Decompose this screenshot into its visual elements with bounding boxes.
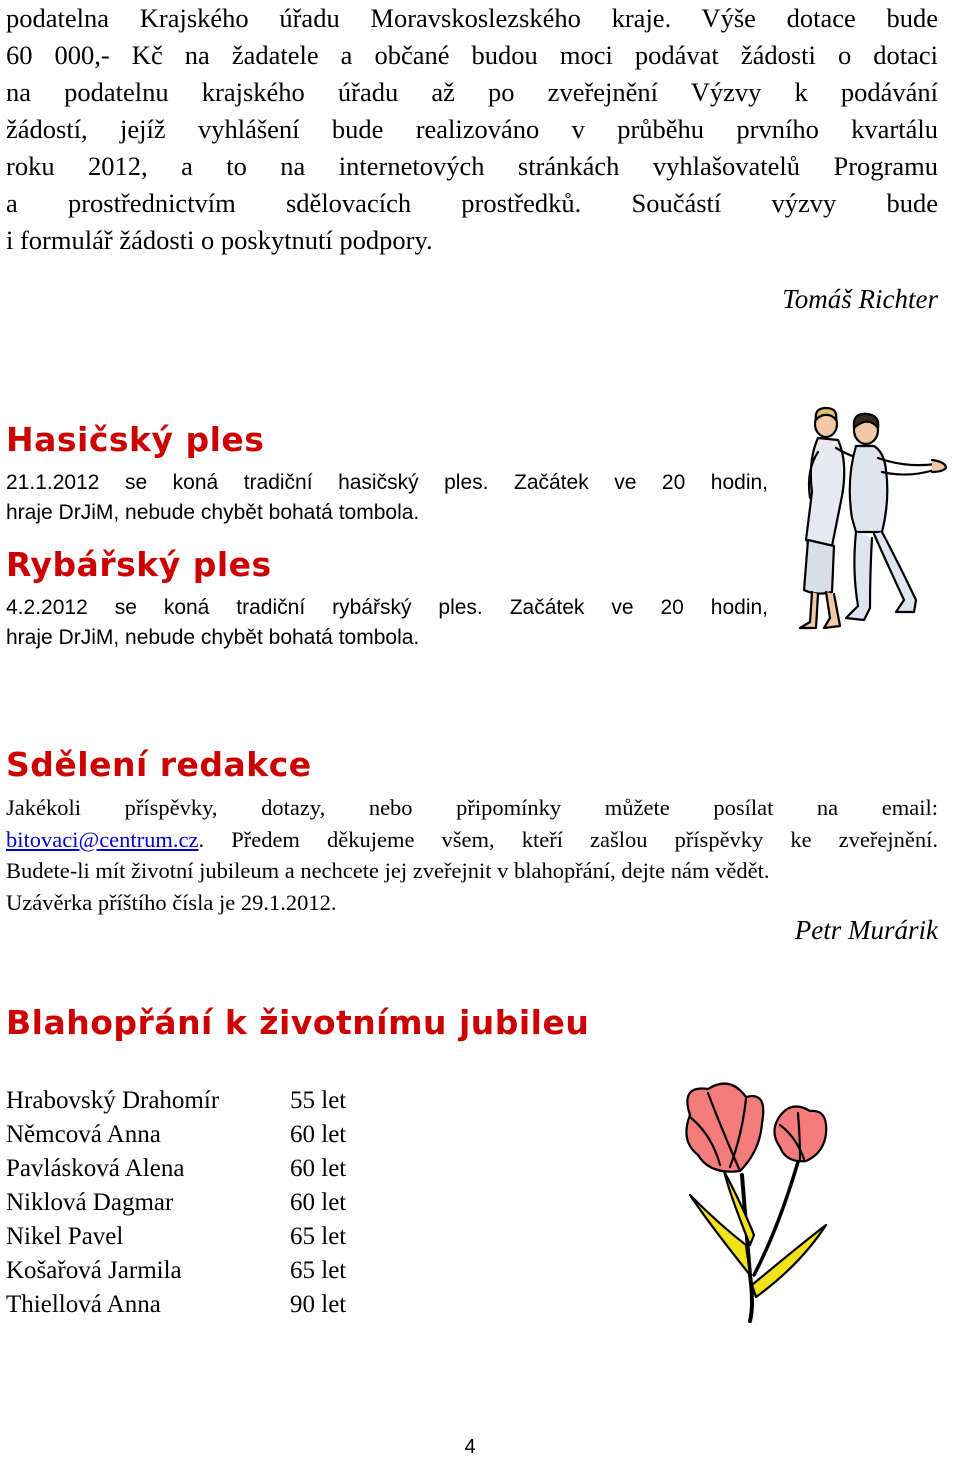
intro-line: žádostí, jejíž vyhlášení bude realizováno v průběhu prvního kvartálu — [6, 114, 938, 144]
jubilee-name: Němcová Anna — [6, 1121, 161, 1148]
jubilee-age: 60 let — [290, 1121, 347, 1148]
editor-signature: Petr Murárik — [794, 915, 938, 945]
jubilee-age: 60 let — [290, 1189, 347, 1216]
notice-line: Jakékoli příspěvky, dotazy, nebo připomínky můžete posílat na email: — [6, 795, 938, 820]
jubilee-age: 65 let — [290, 1223, 347, 1250]
notice-line — [6, 824, 938, 856]
intro-line: i formulář žádosti o poskytnutí podpory. — [6, 225, 433, 255]
event-line: hraje DrJiM, nebude chybět bohatá tombola. — [6, 626, 420, 649]
event-line: hraje DrJiM, nebude chybět bohatá tombola. — [6, 501, 420, 524]
jubilee-name: Pavlásková Alena — [6, 1155, 185, 1182]
author-signature: Tomáš Richter — [782, 284, 938, 314]
jubilee-name: Thiellová Anna — [6, 1291, 161, 1318]
event-text-hasicsky-ples — [6, 468, 768, 528]
section-heading-hasicsky-ples: Hasičský ples — [6, 420, 265, 459]
jubilee-age: 55 let — [290, 1087, 347, 1114]
jubilee-name: Hrabovský Drahomír — [6, 1087, 220, 1114]
jubilee-row — [6, 1288, 410, 1322]
section-heading-blahoprani: Blahopřání k životnímu jubileu — [6, 1003, 590, 1042]
jubilee-age: 60 let — [290, 1155, 347, 1182]
page-number: 4 — [464, 1436, 476, 1458]
notice-line: Uzávěrka příštího čísla je 29.1.2012. — [6, 889, 337, 915]
event-line: 21.1.2012 se koná tradiční hasičský ples. Začátek ve 20 hodin, — [6, 471, 768, 494]
email-link[interactable]: bitovaci@centrum.cz — [6, 826, 199, 852]
event-text-rybarsky-ples — [6, 593, 768, 653]
section-heading-sdeleni-redakce: Sdělení redakce — [6, 745, 312, 784]
jubilee-list — [6, 1084, 410, 1322]
jubilee-name: Niklová Dagmar — [6, 1189, 174, 1216]
intro-line: roku 2012, a to na internetových stránkách vyhlašovatelů Programu — [6, 151, 938, 181]
section-heading-rybarsky-ples: Rybářský ples — [6, 545, 272, 584]
intro-line: podatelna Krajského úřadu Moravskoslezského kraje. Výše dotace bude — [6, 3, 938, 33]
intro-line: na podatelnu krajského úřadu až po zveřejnění Výzvy k podávání — [6, 77, 938, 107]
jubilee-row — [6, 1220, 410, 1254]
jubilee-row — [6, 1152, 410, 1186]
jubilee-name: Košařová Jarmila — [6, 1257, 182, 1284]
editorial-notice — [6, 792, 938, 918]
jubilee-row — [6, 1118, 410, 1152]
dancing-couple-illustration — [786, 400, 952, 636]
intro-line: a prostřednictvím sdělovacích prostředků. Součástí výzvy bude — [6, 188, 938, 218]
notice-line-rest: . Předem děkujeme všem, kteří zašlou příspěvky ke zveřejnění. — [198, 826, 938, 852]
tulip-illustration — [650, 1075, 860, 1325]
event-line: 4.2.2012 se koná tradiční rybářský ples. Začátek ve 20 hodin, — [6, 596, 768, 619]
jubilee-row — [6, 1254, 410, 1288]
jubilee-age: 65 let — [290, 1257, 347, 1284]
jubilee-name: Nikel Pavel — [6, 1223, 124, 1250]
intro-line: 60 000,- Kč na žadatele a občané budou moci podávat žádosti o dotaci — [6, 40, 938, 70]
jubilee-age: 90 let — [290, 1291, 347, 1318]
jubilee-row — [6, 1186, 410, 1220]
intro-paragraph — [6, 0, 938, 259]
notice-line: Budete-li mít životní jubileum a nechcete jej zveřejnit v blahopřání, dejte nám vědět. — [6, 858, 770, 883]
jubilee-row — [6, 1084, 410, 1118]
